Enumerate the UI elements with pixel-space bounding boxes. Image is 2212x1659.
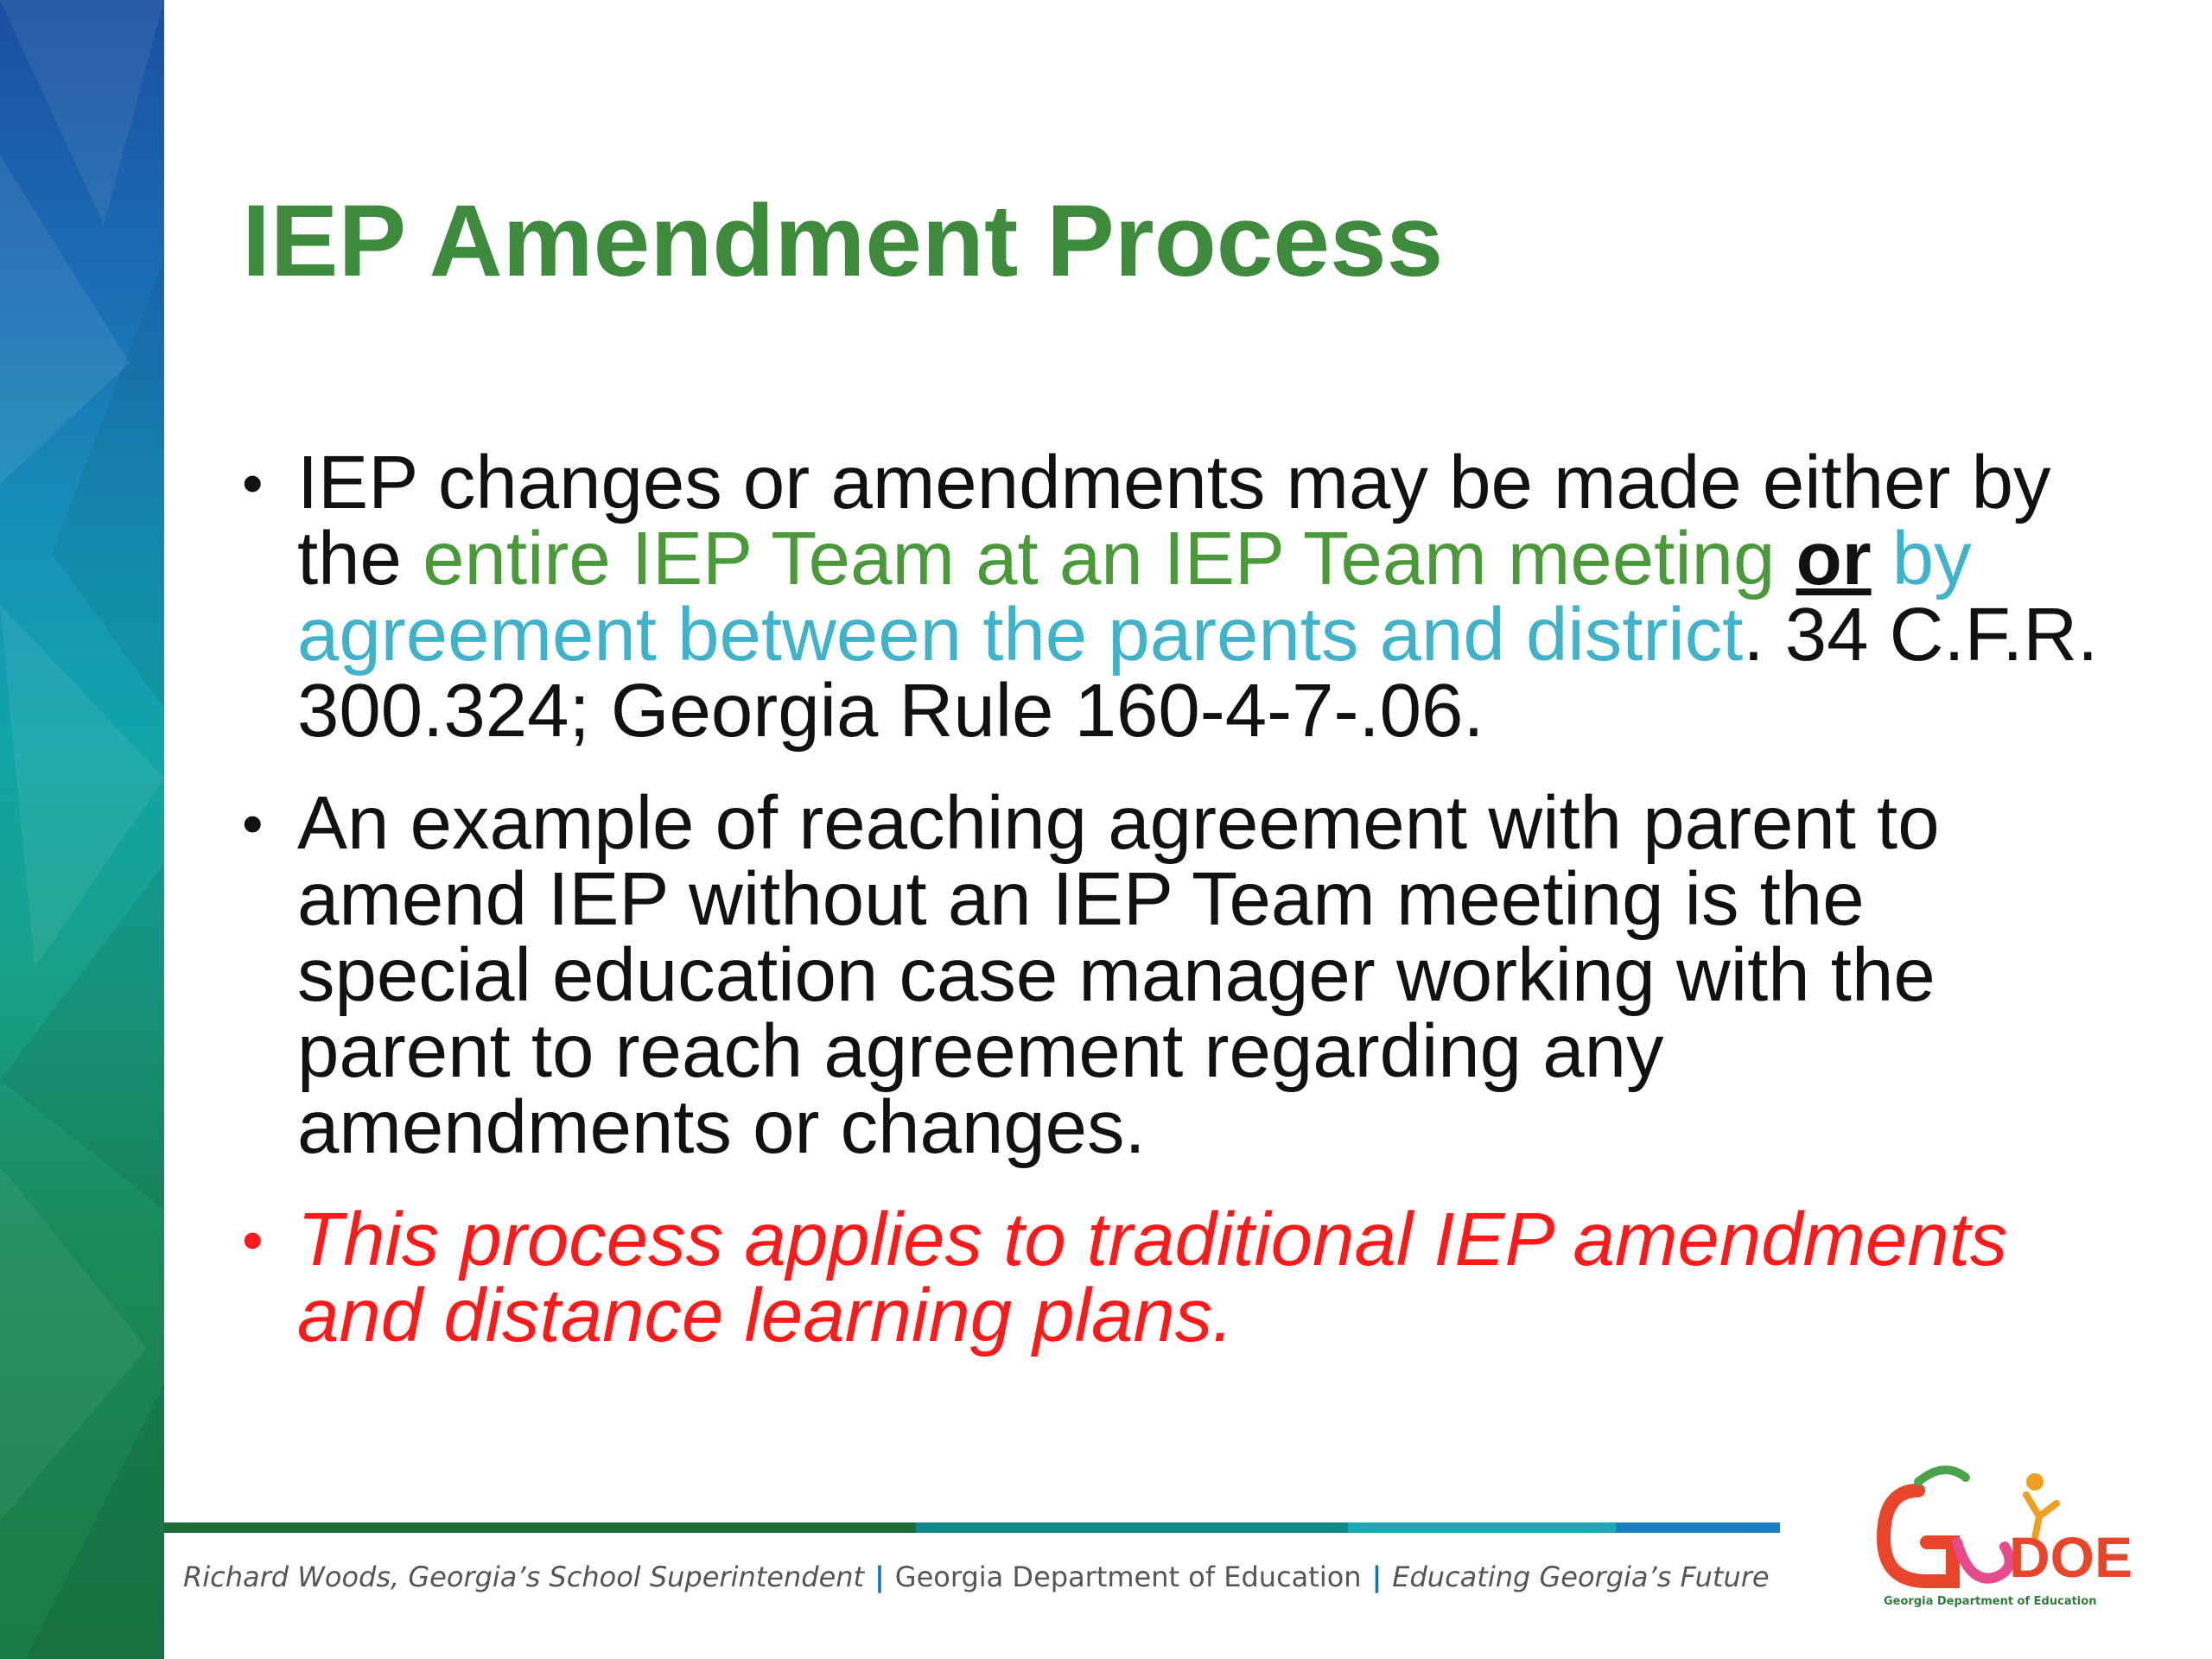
footer-superintendent: Richard Woods, Georgia’s School Superintendent <box>183 1560 865 1593</box>
emphasis-or: or <box>1796 517 1872 601</box>
bullet-list <box>235 441 2119 1390</box>
footer-text <box>183 1560 1770 1593</box>
highlight-parent-agreement: by agreement between the parents and district <box>297 517 1972 677</box>
bullet-item-amendment-rule <box>235 441 2119 753</box>
footer-separator: | <box>1371 1560 1382 1593</box>
highlight-iep-team-meeting: entire IEP Team at an IEP Team meeting <box>423 517 1776 601</box>
bullet-symbol: • <box>242 449 264 517</box>
bullet-item-applies <box>235 1198 2119 1357</box>
spacer-text <box>1775 517 1796 601</box>
spacer-text <box>1872 517 1892 601</box>
bullet-text: This process applies to traditional IEP amendments and distance learning plans. <box>297 1198 2008 1357</box>
bullet-symbol: • <box>242 790 264 857</box>
bullet-item-example <box>235 781 2119 1169</box>
decorative-side-band <box>0 0 164 1659</box>
citation-text: . 34 C.F.R. 300.324; Georgia Rule 160-4-7-.06. <box>297 593 2099 753</box>
gadoe-logo <box>1866 1456 2160 1611</box>
footer-department: Georgia Department of Education <box>894 1560 1362 1593</box>
bullet-text: IEP changes or amendments may be made either by the <box>297 441 2051 601</box>
logo-subtitle: Georgia Department of Education <box>1884 1595 2097 1608</box>
footer-divider <box>164 1522 1780 1533</box>
bullet-symbol: • <box>242 1206 264 1274</box>
gadoe-logo-graphic <box>1866 1456 2160 1611</box>
logo-wordmark: DOE <box>2009 1525 2133 1589</box>
geometric-pattern <box>0 0 164 1659</box>
bullet-text: An example of reaching agreement with parent to amend IEP without an IEP Team meeting is the special education case manager working with the parent to reach agreement regarding any amendments or changes. <box>297 781 1940 1169</box>
footer-tagline: Educating Georgia’s Future <box>1392 1560 1770 1593</box>
footer-separator: | <box>874 1560 885 1593</box>
slide-title: IEP Amendment Process <box>242 184 1444 298</box>
